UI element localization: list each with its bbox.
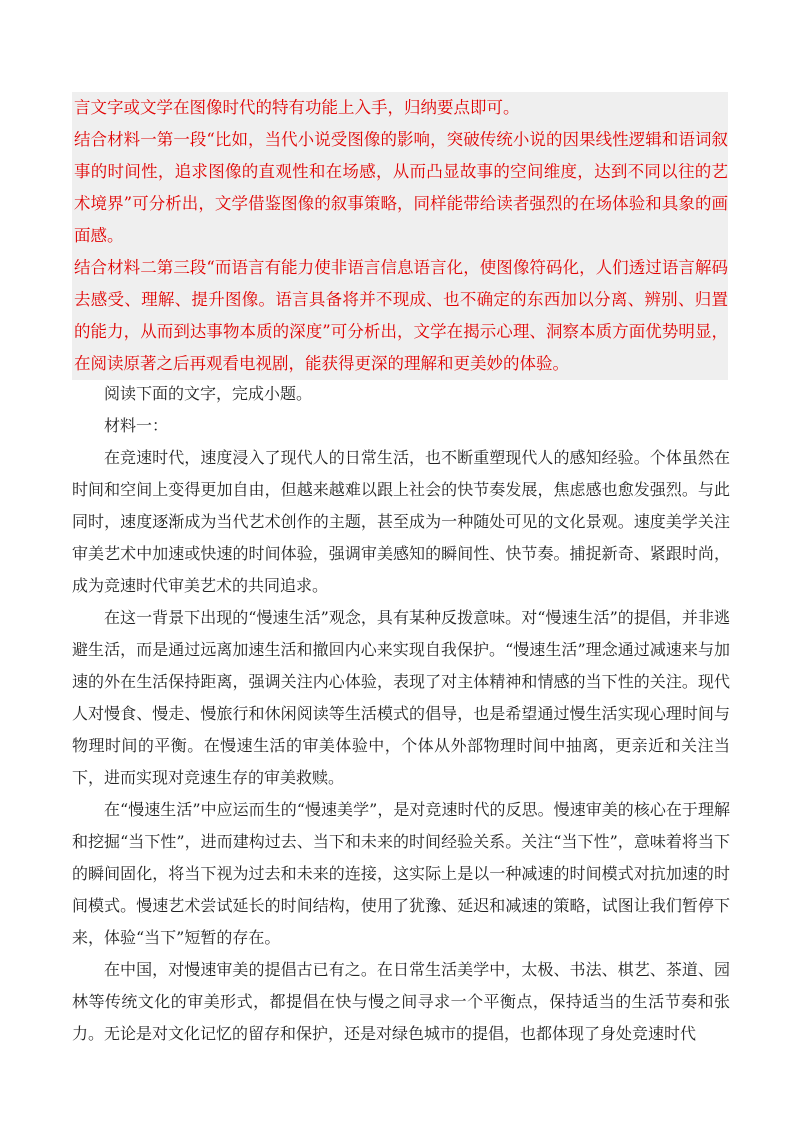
reading-passage [72, 378, 730, 1050]
passage-paragraph-4: 在中国，对慢速审美的提倡古已有之。在日常生活美学中，太极、书法、棋艺、茶道、园林等传统文化的审美形式，都提倡在快与慢之间寻求一个平衡点，保持适当的生活节奏和张力。无论是对文化记忆的留存和保护，还是对绿色城市的提倡，也都体现了身处竞速时代 [72, 960, 730, 1043]
material-label: 材料一： [104, 416, 169, 435]
answer-line-2: 结合材料一第一段“比如，当代小说受图像的影响，突破传统小说的因果线性逻辑和语词叙事的时间性，追求图像的直观性和在场感，从而凸显故事的空间维度，达到不同以往的艺术境界”可分析出，文学借鉴图像的叙事策略，同样能带给读者强烈的在场体验和具象的画面感。 [74, 130, 728, 245]
instruction-text: 阅读下面的文字，完成小题。 [104, 384, 313, 403]
answer-explanation-block [72, 92, 728, 380]
passage-paragraph-3: 在“慢速生活”中应运而生的“慢速美学”，是对竞速时代的反思。慢速审美的核心在于理解和挖掘“当下性”，进而建构过去、当下和未来的时间经验关系。关注“当下性”，意味着将当下的瞬间固化，将当下视为过去和未来的连接，这实际上是以一种减速的时间模式对抗加速的时间模式。慢速艺术尝试延长的时间结构，使用了犹豫、延迟和减速的策略，试图让我们暂停下来，体验“当下”短暂的存在。 [72, 800, 730, 947]
passage-paragraph-2: 在这一背景下出现的“慢速生活”观念，具有某种反拨意味。对“慢速生活”的提倡，并非逃避生活，而是通过远离加速生活和撤回内心来实现自我保护。“慢速生活”理念通过减速来与加速的外在生活保持距离，强调关注内心体验，表现了对主体精神和情感的当下性的关注。现代人对慢食、慢走、慢旅行和休闲阅读等生活模式的倡导，也是希望通过慢生活实现心理时间与物理时间的平衡。在慢速生活的审美体验中，个体从外部物理时间中抽离，更亲近和关注当下，进而实现对竞速生存的审美救赎。 [72, 608, 730, 787]
passage-paragraph-1: 在竞速时代，速度浸入了现代人的日常生活，也不断重塑现代人的感知经验。个体虽然在时间和空间上变得更加自由，但越来越难以跟上社会的快节奏发展，焦虑感也愈发强烈。与此同时，速度逐渐成为当代艺术创作的主题，甚至成为一种随处可见的文化景观。速度美学关注审美艺术中加速或快速的时间体验，强调审美感知的瞬间性、快节奏。捕捉新奇、紧跟时尚，成为竞速时代审美艺术的共同追求。 [72, 448, 730, 595]
answer-line-3: 结合材料二第三段“而语言有能力使非语言信息语言化，使图像符码化，人们透过语言解码去感受、理解、提升图像。语言具备将并不现成、也不确定的东西加以分离、辨别、归置的能力，从而到达事物本质的深度”可分析出，文学在揭示心理、洞察本质方面优势明显，在阅读原著之后再观看电视剧，能获得更深的理解和更美妙的体验。 [74, 258, 728, 373]
answer-line-1: 言文字或文学在图像时代的特有功能上入手，归纳要点即可。 [74, 98, 520, 117]
